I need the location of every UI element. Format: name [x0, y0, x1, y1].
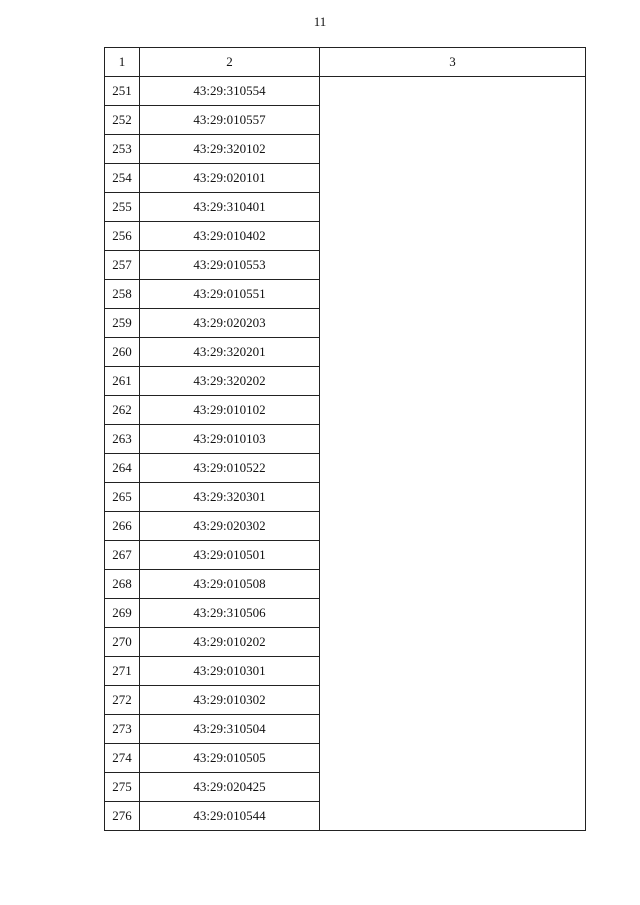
row-number-cell: 257	[105, 251, 140, 280]
column-header-3: 3	[320, 48, 586, 77]
cadastral-code-cell: 43:29:320202	[140, 367, 320, 396]
row-number-cell: 273	[105, 715, 140, 744]
cadastral-code-cell: 43:29:010402	[140, 222, 320, 251]
row-number-cell: 268	[105, 570, 140, 599]
table-body	[105, 77, 586, 831]
cadastral-code-cell: 43:29:310554	[140, 77, 320, 106]
cadastral-code-cell: 43:29:010103	[140, 425, 320, 454]
row-number-cell: 275	[105, 773, 140, 802]
cadastral-code-cell: 43:29:010522	[140, 454, 320, 483]
cadastral-code-cell: 43:29:020101	[140, 164, 320, 193]
registry-table	[104, 47, 586, 831]
cadastral-code-cell: 43:29:010302	[140, 686, 320, 715]
cadastral-code-cell: 43:29:010557	[140, 106, 320, 135]
row-number-cell: 254	[105, 164, 140, 193]
cadastral-code-cell: 43:29:010505	[140, 744, 320, 773]
cadastral-code-cell: 43:29:010544	[140, 802, 320, 831]
row-number-cell: 276	[105, 802, 140, 831]
row-number-cell: 272	[105, 686, 140, 715]
cadastral-code-cell: 43:29:010102	[140, 396, 320, 425]
row-number-cell: 274	[105, 744, 140, 773]
column-header-1: 1	[105, 48, 140, 77]
row-number-cell: 262	[105, 396, 140, 425]
page-number: 11	[313, 14, 327, 29]
cadastral-code-cell: 43:29:310504	[140, 715, 320, 744]
row-number-cell: 258	[105, 280, 140, 309]
cadastral-code-cell: 43:29:020425	[140, 773, 320, 802]
row-number-cell: 267	[105, 541, 140, 570]
row-number-cell: 255	[105, 193, 140, 222]
row-number-cell: 252	[105, 106, 140, 135]
cadastral-code-cell: 43:29:010551	[140, 280, 320, 309]
row-number-cell: 269	[105, 599, 140, 628]
row-number-cell: 264	[105, 454, 140, 483]
row-number-cell: 259	[105, 309, 140, 338]
cadastral-code-cell: 43:29:310506	[140, 599, 320, 628]
row-number-cell: 271	[105, 657, 140, 686]
cadastral-code-cell: 43:29:010508	[140, 570, 320, 599]
cadastral-code-cell: 43:29:310401	[140, 193, 320, 222]
row-number-cell: 260	[105, 338, 140, 367]
column-3-empty-cell	[320, 77, 586, 831]
column-header-2: 2	[140, 48, 320, 77]
row-number-cell: 256	[105, 222, 140, 251]
row-number-cell: 263	[105, 425, 140, 454]
table-row	[105, 77, 586, 106]
cadastral-code-cell: 43:29:010501	[140, 541, 320, 570]
cadastral-code-cell: 43:29:320201	[140, 338, 320, 367]
table-header-row	[105, 48, 586, 77]
cadastral-code-cell: 43:29:010553	[140, 251, 320, 280]
cadastral-code-cell: 43:29:320301	[140, 483, 320, 512]
cadastral-code-cell: 43:29:010301	[140, 657, 320, 686]
row-number-cell: 270	[105, 628, 140, 657]
row-number-cell: 265	[105, 483, 140, 512]
row-number-cell: 266	[105, 512, 140, 541]
cadastral-code-cell: 43:29:010202	[140, 628, 320, 657]
cadastral-code-cell: 43:29:020203	[140, 309, 320, 338]
row-number-cell: 251	[105, 77, 140, 106]
cadastral-code-cell: 43:29:020302	[140, 512, 320, 541]
row-number-cell: 261	[105, 367, 140, 396]
cadastral-code-cell: 43:29:320102	[140, 135, 320, 164]
row-number-cell: 253	[105, 135, 140, 164]
